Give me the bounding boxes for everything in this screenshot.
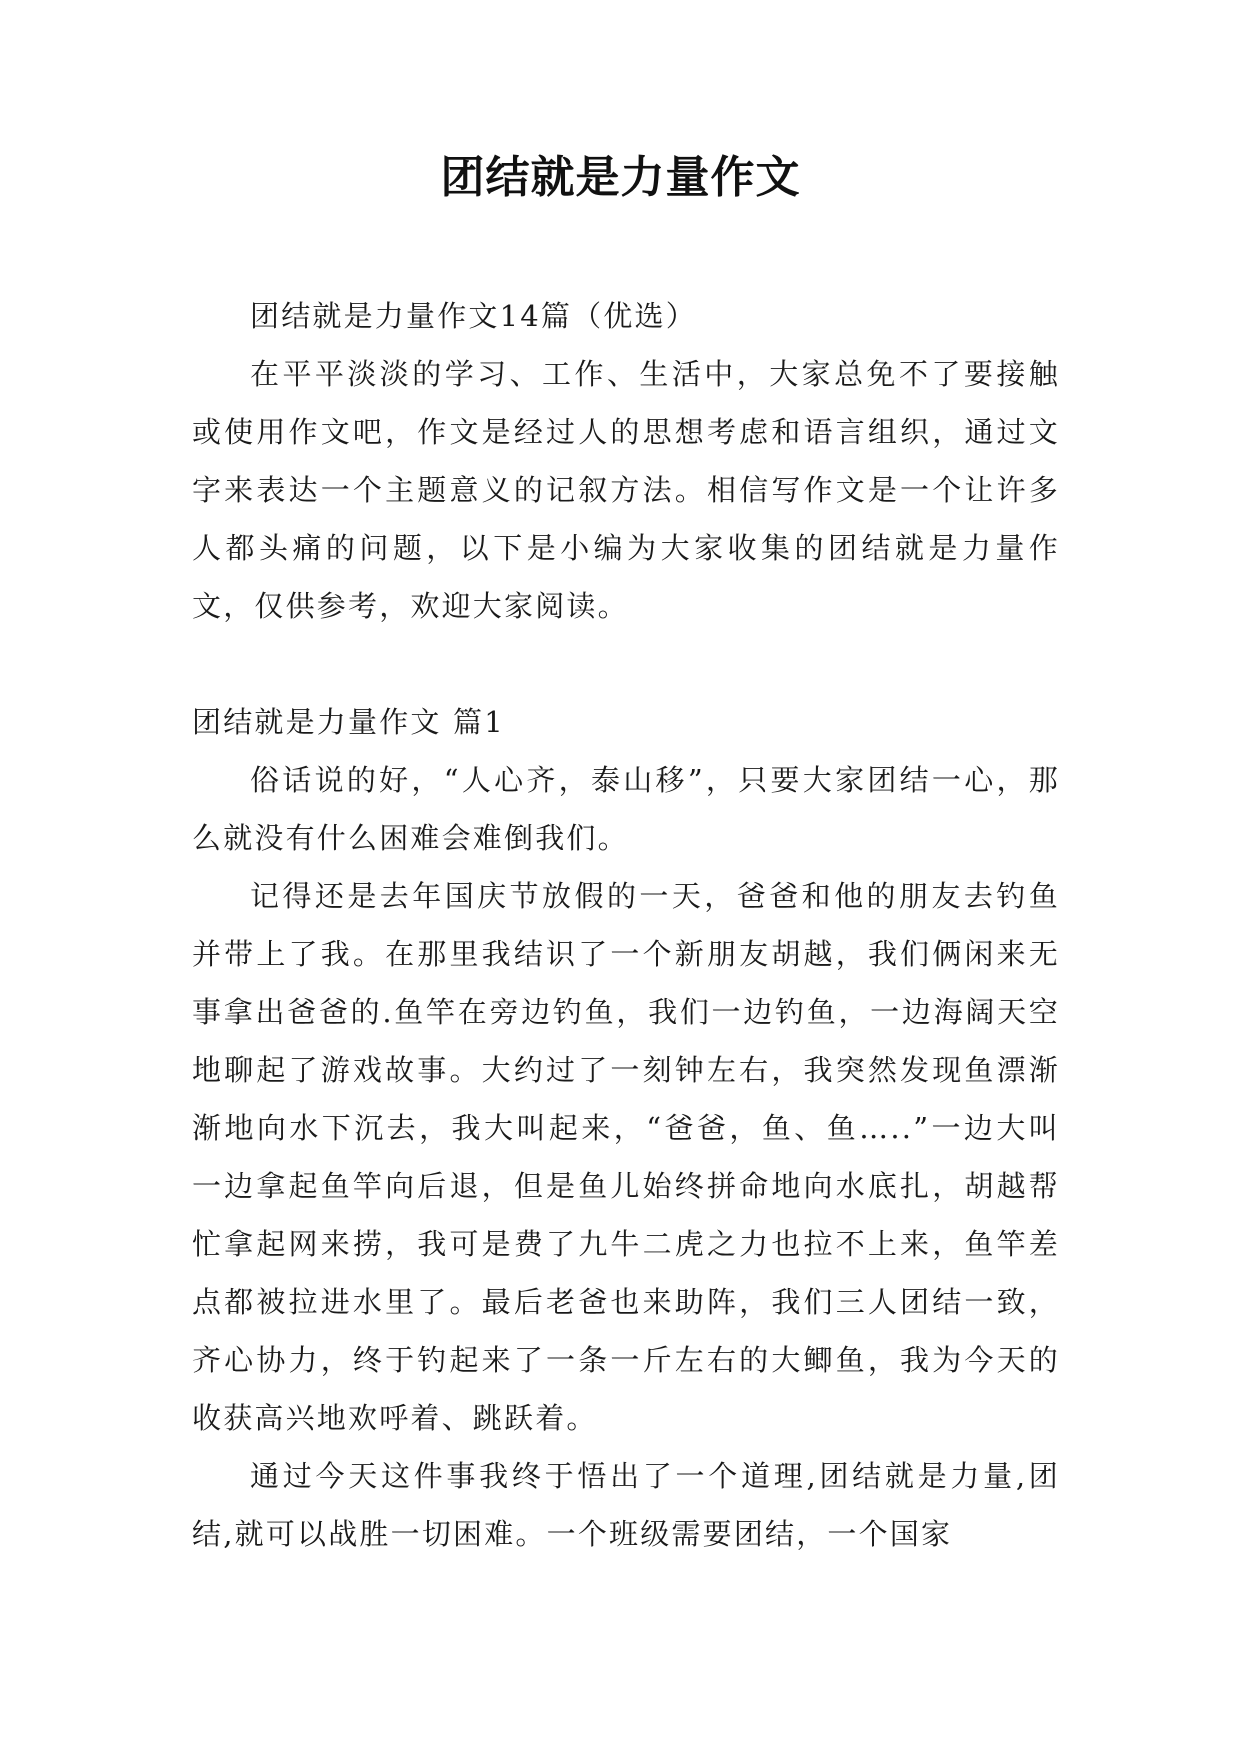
document-title: 团结就是力量作文 [440, 152, 801, 203]
document-subtitle: 团结就是力量作文14篇（优选） [250, 299, 697, 333]
body-paragraph: 俗话说的好，“人心齐，泰山移”，只要大家团结一心，那么就没有什么困难会难倒我们。 [192, 763, 1060, 855]
intro-paragraph: 在平平淡淡的学习、工作、生活中，大家总免不了要接触或使用作文吧，作文是经过人的思想考虑和语言组织，通过文字来表达一个主题意义的记叙方法。相信写作文是一个让许多人都头痛的问题，以下是小编为大家收集的团结就是力量作文，仅供参考，欢迎大家阅读。 [192, 357, 1060, 623]
document-body [192, 287, 1060, 1563]
body-paragraph: 记得还是去年国庆节放假的一天，爸爸和他的朋友去钓鱼并带上了我。在那里我结识了一个新朋友胡越，我们俩闲来无事拿出爸爸的.鱼竿在旁边钓鱼，我们一边钓鱼，一边海阔天空地聊起了游戏故事。大约过了一刻钟左右，我突然发现鱼漂渐渐地向水下沉去，我大叫起来，“爸爸，鱼、鱼…..”一边大叫一边拿起鱼竿向后退，但是鱼儿始终拼命地向水底扎，胡越帮忙拿起网来捞，我可是费了九牛二虎之力也拉不上来，鱼竿差点都被拉进水里了。最后老爸也来助阵，我们三人团结一致，齐心协力，终于钓起来了一条一斤左右的大鲫鱼，我为今天的收获高兴地欢呼着、跳跃着。 [192, 879, 1060, 1435]
section-heading: 团结就是力量作文 篇1 [192, 705, 505, 739]
body-paragraph: 通过今天这件事我终于悟出了一个道理,团结就是力量,团结,就可以战胜一切困难。一个班级需要团结，一个国家 [192, 1459, 1060, 1551]
